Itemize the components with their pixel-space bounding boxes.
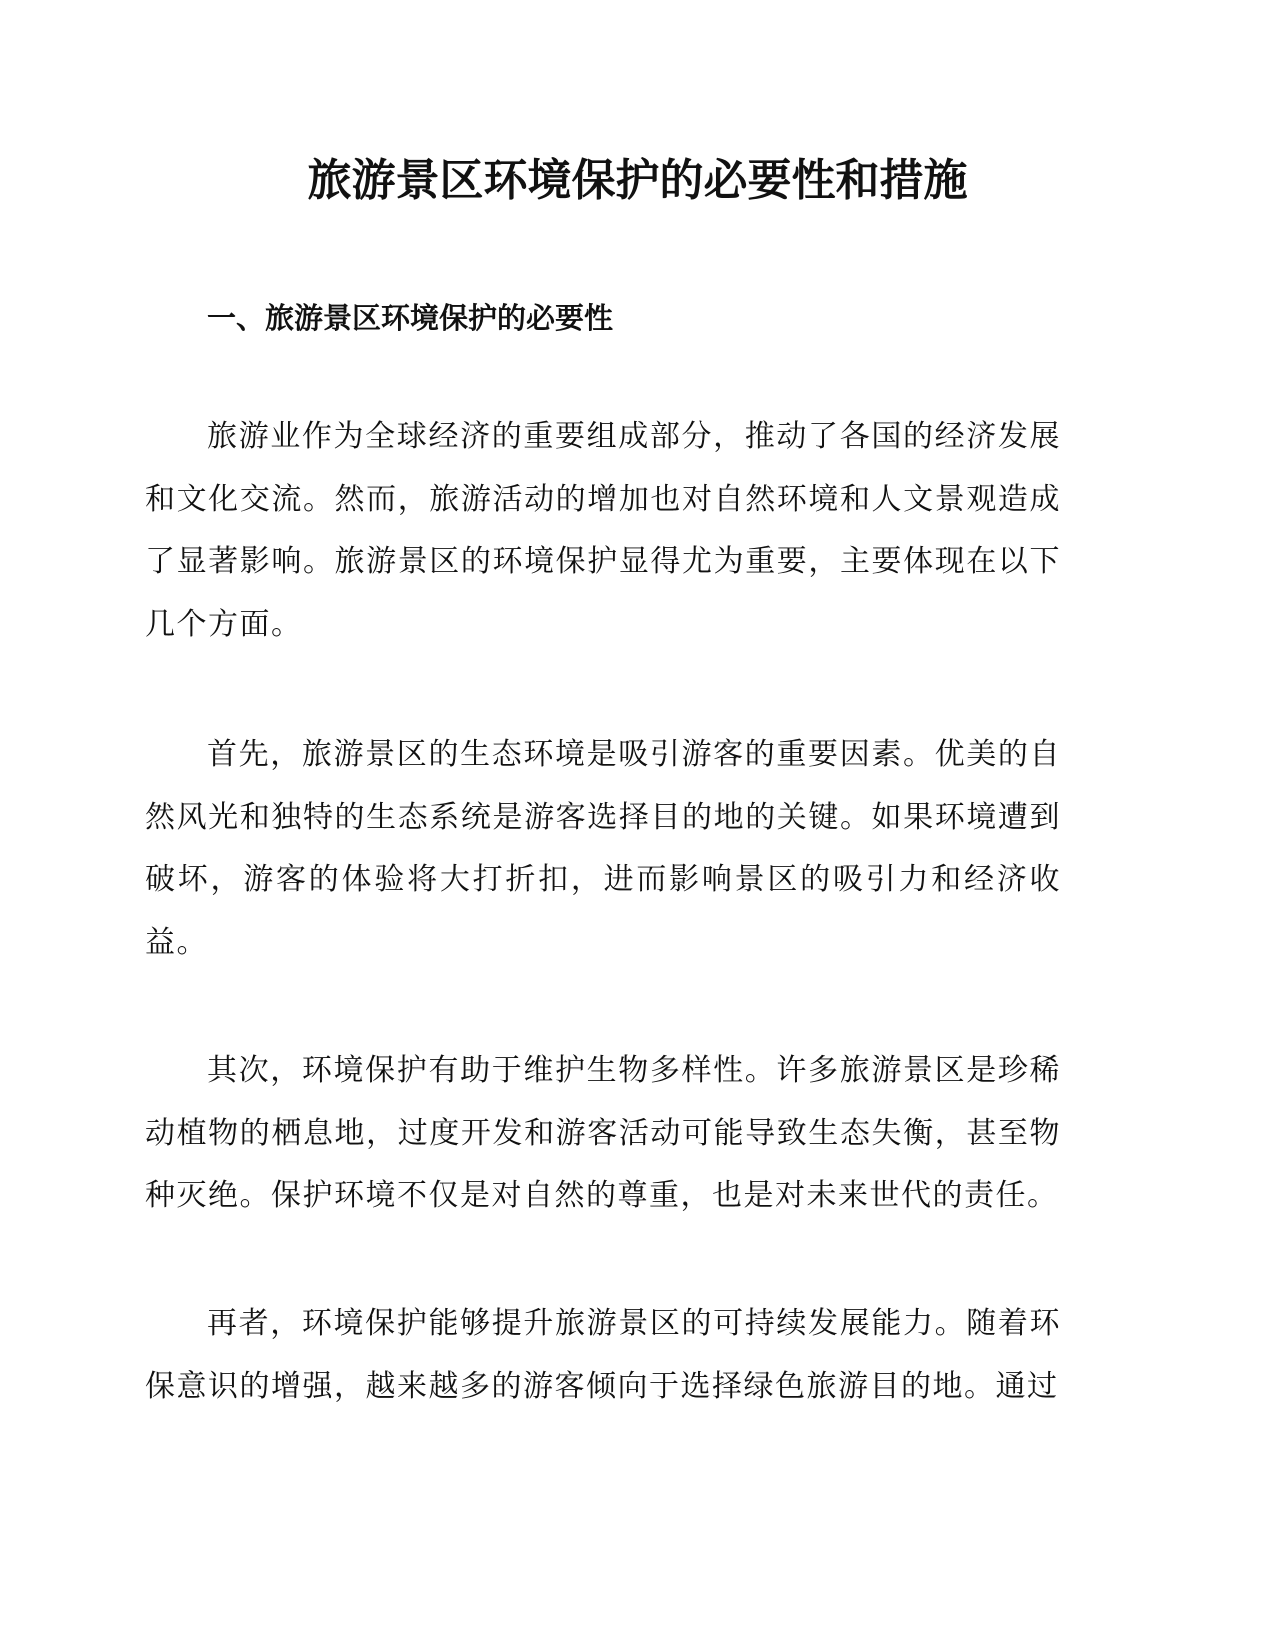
- paragraph-first-point: 首先，旅游景区的生态环境是吸引游客的重要因素。优美的自然风光和独特的生态系统是游客选择目的地的关键。如果环境遭到破坏，游客的体验将大打折扣，进而影响景区的吸引力和经济收益。: [145, 737, 1061, 960]
- paragraph-intro: 旅游业作为全球经济的重要组成部分，推动了各国的经济发展和文化交流。然而，旅游活动的增加也对自然环境和人文景观造成了显著影响。旅游景区的环境保护显得尤为重要，主要体现在以下几个方面。: [145, 419, 1061, 642]
- paragraph-second-point: 其次，环境保护有助于维护生物多样性。许多旅游景区是珍稀动植物的栖息地，过度开发和游客活动可能导致生态失衡，甚至物种灭绝。保护环境不仅是对自然的尊重，也是对未来世代的责任。: [145, 1053, 1061, 1213]
- paragraph-third-point: 再者，环境保护能够提升旅游景区的可持续发展能力。随着环保意识的增强，越来越多的游客倾向于选择绿色旅游目的地。通过: [145, 1306, 1061, 1404]
- section-heading: 一、旅游景区环境保护的必要性: [207, 301, 614, 335]
- document-title: 旅游景区环境保护的必要性和措施: [307, 155, 968, 206]
